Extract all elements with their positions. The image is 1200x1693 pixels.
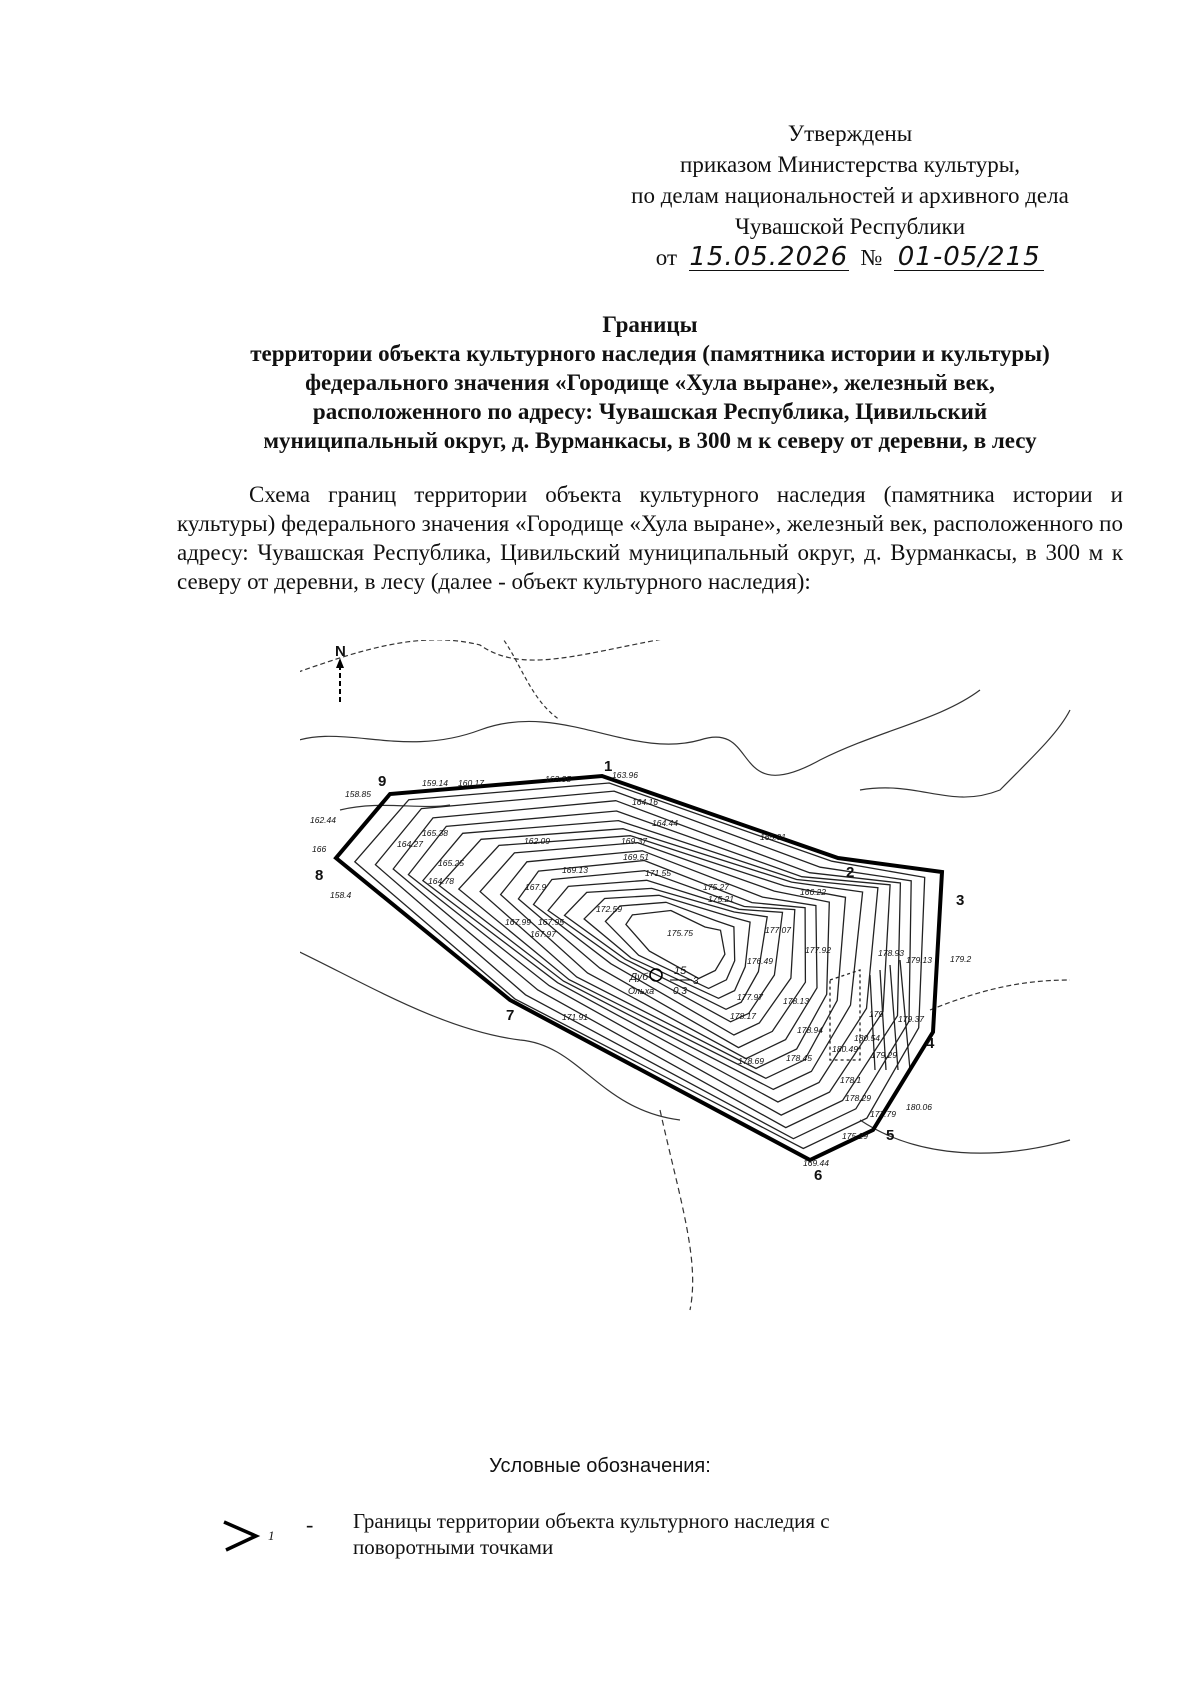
point-label-9: 9 <box>378 773 387 790</box>
elev-6: 162.44 <box>310 815 336 825</box>
title-line-2: территории объекта культурного наследия (памятника истории и культуры) <box>250 341 1050 366</box>
elev-31: 177.92 <box>805 945 831 955</box>
contour-upper <box>300 690 980 775</box>
tree-label-oak: Дуб <box>630 972 648 983</box>
elev-12: 165.38 <box>422 828 448 838</box>
elev-53: 171.91 <box>562 1012 588 1022</box>
title-line-5: муниципальный округ, д. Вурманкасы, в 300 м к северу от деревни, в лесу <box>263 428 1037 453</box>
legend-text <box>353 1508 913 1560</box>
elev-35: 178.93 <box>878 948 904 958</box>
elev-41: 179.37 <box>898 1014 924 1024</box>
tree-marker <box>628 965 699 997</box>
point-label-2: 2 <box>846 864 855 881</box>
elev-13: 164.27 <box>397 839 423 849</box>
number-value: 01-05/215 <box>897 242 1041 272</box>
elev-34: 179.2 <box>950 954 972 964</box>
elev-33: 179.13 <box>906 955 932 965</box>
elev-46: 178.45 <box>786 1053 812 1063</box>
elev-51: 175.29 <box>842 1131 868 1141</box>
approval-line-3: по делам национальностей и архивного дела <box>631 183 1069 208</box>
point-label-5: 5 <box>886 1127 895 1144</box>
elev-5: 158.85 <box>345 789 371 799</box>
title-line-1: Границы <box>602 312 698 337</box>
point-label-1: 1 <box>604 758 613 775</box>
elev-42: 180.49 <box>832 1044 858 1054</box>
elev-49: 177.79 <box>870 1109 896 1119</box>
relief-contour-line <box>393 801 900 1128</box>
document-title <box>180 310 1120 455</box>
tree-label-alder: Ольха <box>628 986 655 996</box>
elev-30: 177.07 <box>765 925 791 935</box>
relief-contour-line <box>501 851 817 1059</box>
elev-18: 169.51 <box>623 852 649 862</box>
legend-heading: Условные обозначения: <box>489 1455 711 1477</box>
contour-right <box>860 710 1070 797</box>
boundary-scheme-map <box>300 640 1080 1320</box>
elev-14: 165.25 <box>438 858 464 868</box>
elev-28: 166.22 <box>800 887 826 897</box>
elev-39: 178.94 <box>797 1025 823 1035</box>
date-prefix: от <box>655 245 678 270</box>
date-value: 15.05.2026 <box>689 242 849 272</box>
elev-11: 165.91 <box>760 832 786 842</box>
approval-line-2: приказом Министерства культуры, <box>680 152 1020 177</box>
legend-dash: - <box>306 1512 314 1537</box>
elev-8: 158.4 <box>330 890 352 900</box>
boundary-symbol-icon <box>220 1512 290 1562</box>
elev-23: 167.95 <box>538 917 564 927</box>
approval-line-1: Утверждены <box>787 121 913 146</box>
elev-4: 159.14 <box>422 778 448 788</box>
elev-37: 178.13 <box>783 996 809 1006</box>
point-label-3: 3 <box>956 892 965 909</box>
elev-16: 162.09 <box>524 836 550 846</box>
contour-top <box>300 640 720 675</box>
elev-26: 175.27 <box>703 882 729 892</box>
tree-num-top: 15 <box>674 965 687 977</box>
elev-27: 175.21 <box>708 894 734 904</box>
elev-15: 164.78 <box>428 876 454 886</box>
point-label-7: 7 <box>506 1007 515 1024</box>
elev-3: 160.17 <box>458 778 484 788</box>
contour-bottom <box>660 1110 693 1310</box>
elev-48: 178.29 <box>845 1093 871 1103</box>
legend-text-line-1: Границы территории объекта культурного наследия с <box>353 1509 830 1533</box>
point-label-4: 4 <box>926 1035 935 1052</box>
point-labels <box>315 758 964 1184</box>
elev-45: 178.69 <box>738 1056 764 1066</box>
legend-text-line-2: поворотными точками <box>353 1535 554 1559</box>
elev-29: 175.75 <box>667 928 693 938</box>
elev-10: 164.44 <box>652 818 678 828</box>
elev-9: 164.16 <box>632 797 658 807</box>
elev-7: 166 <box>312 844 327 854</box>
elev-52: 169.44 <box>803 1158 829 1168</box>
elev-17: 169.37 <box>621 836 647 846</box>
approval-date-number <box>560 242 1140 273</box>
elev-20: 171.55 <box>645 868 671 878</box>
title-line-4: расположенного по адресу: Чувашская Республика, Цивильский <box>312 399 988 424</box>
elev-32: 176.49 <box>747 956 773 966</box>
approval-line-4: Чувашской Республики <box>734 214 966 239</box>
elev-47: 178.1 <box>840 1075 862 1085</box>
tree-num-side: 3 <box>693 976 699 987</box>
elev-1: 163.96 <box>612 770 638 780</box>
north-label: N <box>335 643 346 660</box>
elev-25: 172.59 <box>596 904 622 914</box>
elev-2: 162.35 <box>545 774 571 784</box>
intro-paragraph: Схема границ территории объекта культурного наследия (памятника истории и культуры) федерального значения «Городище «Хула выране», железный век, расположенного по адресу: Чувашская Республика, Цивильский муниципальный округ, д. Вурманкасы, в 300 м к северу от деревни, в лесу (далее - объект культурного наследия): <box>177 482 1123 594</box>
elev-22: 167.99 <box>505 917 531 927</box>
elev-40: 179 <box>869 1009 884 1019</box>
point-label-6: 6 <box>814 1167 823 1184</box>
elev-19: 169.13 <box>562 865 588 875</box>
elev-36: 177.97 <box>737 992 763 1002</box>
contour-top-2 <box>500 640 560 720</box>
elevation-labels <box>310 770 972 1168</box>
elev-43: 180.54 <box>854 1033 880 1043</box>
title-line-3: федерального значения «Городище «Хула выране», железный век, <box>305 370 995 395</box>
north-arrow <box>335 643 346 705</box>
contour-right-lower <box>930 980 1070 1010</box>
elev-24: 167.97 <box>530 929 556 939</box>
elev-50: 180.06 <box>906 1102 932 1112</box>
elev-44: 179.29 <box>871 1050 897 1060</box>
elev-21: 167.9 <box>525 882 547 892</box>
point-label-8: 8 <box>315 867 324 884</box>
legend-row-boundary <box>220 1508 980 1578</box>
number-prefix: № <box>860 245 883 270</box>
approval-stamp <box>560 118 1140 273</box>
tree-num-bottom: 0.3 <box>673 986 687 997</box>
legend-symbol-index: 1 <box>268 1528 275 1543</box>
elev-38: 178.17 <box>730 1011 756 1021</box>
